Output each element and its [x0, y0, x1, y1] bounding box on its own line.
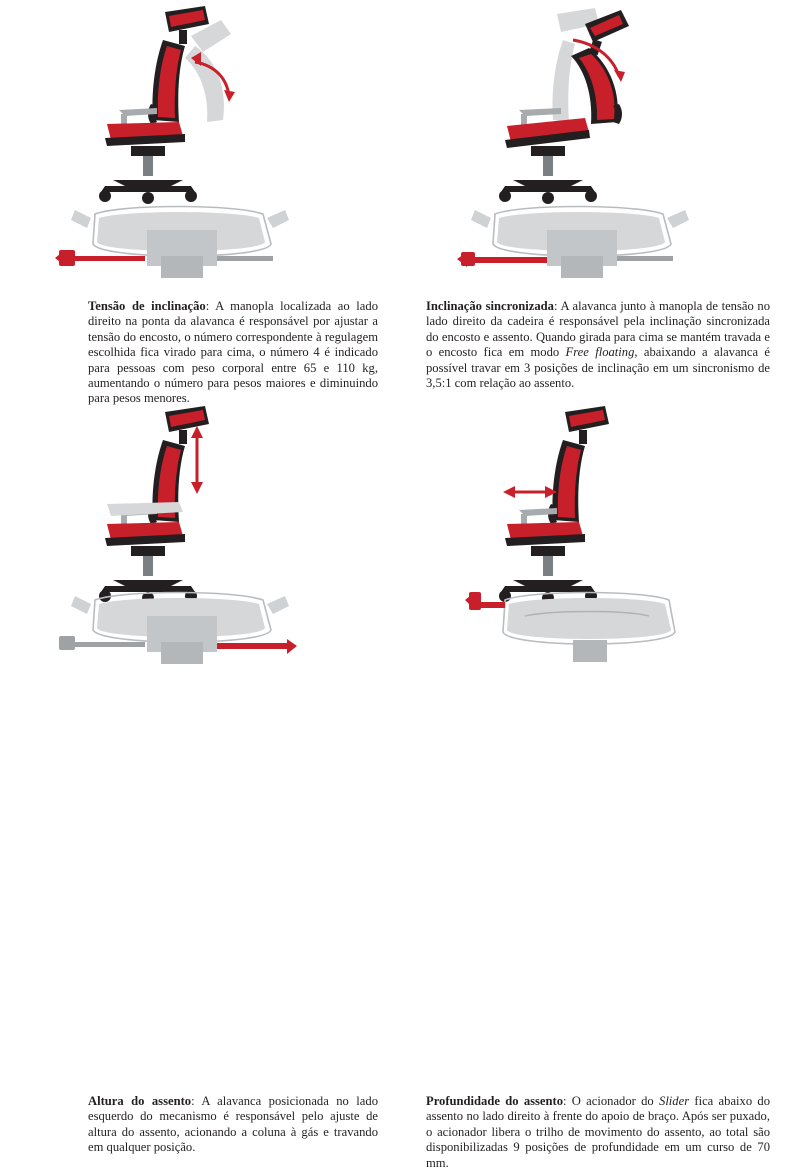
figure-inclinacao-sincronizada	[400, 0, 800, 286]
panel-profundidade-do-assento	[400, 400, 800, 1170]
caption-profundidade-do-assento	[400, 1094, 800, 1171]
chair-side-view	[99, 6, 235, 204]
seat-top-view	[465, 592, 675, 662]
panel-altura-do-assento	[0, 400, 400, 1155]
caption-body: : A manopla localizada ao lado direito na ponta da alavanca é responsável por ajustar a tensão do encosto, o número correspondente à regulagem escolhida fica virado para cima, o número 4 é indicado para pessoas com peso corporal entre 65 e 110 kg, aumentando o número para pesos maiores e diminuindo para pesos menores.	[88, 299, 378, 406]
caption-inclinacao-sincronizada	[400, 299, 800, 391]
figure-altura-do-assento	[0, 400, 400, 670]
figure-tensao-de-inclinacao	[0, 0, 400, 286]
caption-body: : A alavanca posicionada no lado esquerdo do mecanismo é responsável pelo ajuste de altura do assento, acionando a coluna à gás e travando em qualquer posição.	[88, 1094, 378, 1155]
mechanism-top-view	[55, 207, 289, 279]
panel-inclinacao-sincronizada	[400, 0, 800, 400]
caption-title: Altura do assento	[88, 1094, 192, 1108]
chair-side-view	[99, 406, 209, 604]
caption-body-italic: Free floating	[565, 345, 635, 360]
caption-body-part2: fica abaixo do assento no lado direito à frente do apoio de braço. Após ser puxado, o acionador libera o trilho de movimento do assento, ao total são disponibilizadas 9 posições de profundidade em um curso de 70 mm.	[426, 1094, 771, 1170]
column-divider	[399, 0, 400, 800]
mechanism-top-view	[457, 207, 689, 279]
caption-tensao-de-inclinacao	[0, 299, 400, 407]
panel-tensao-de-inclinacao	[0, 0, 400, 406]
caption-title: Profundidade do assento	[426, 1094, 564, 1108]
caption-title: Inclinação sincronizada	[426, 299, 554, 313]
caption-altura-do-assento	[0, 1094, 400, 1156]
caption-body-italic: Slider	[659, 1094, 690, 1108]
chair-side-view	[499, 406, 609, 604]
caption-body-part2: , abaixando a alavanca é possível travar em 3 posições de inclinação em um sincronismo de 3,5:1 com relação ao assento.	[426, 345, 770, 391]
caption-body-part1: : O acionador do	[563, 1094, 660, 1108]
caption-body-part1: : A alavanca junto à manopla de tensão no lado direito da cadeira é responsável pela inclinação sincronizada do encosto e assento. Quando girada para cima se mantém travada e o encosto fica em modo	[426, 299, 770, 360]
figure-profundidade-do-assento	[400, 400, 800, 670]
mechanism-top-view	[59, 593, 297, 665]
chair-side-view	[499, 8, 629, 204]
caption-title: Tensão de inclinação	[88, 299, 206, 313]
